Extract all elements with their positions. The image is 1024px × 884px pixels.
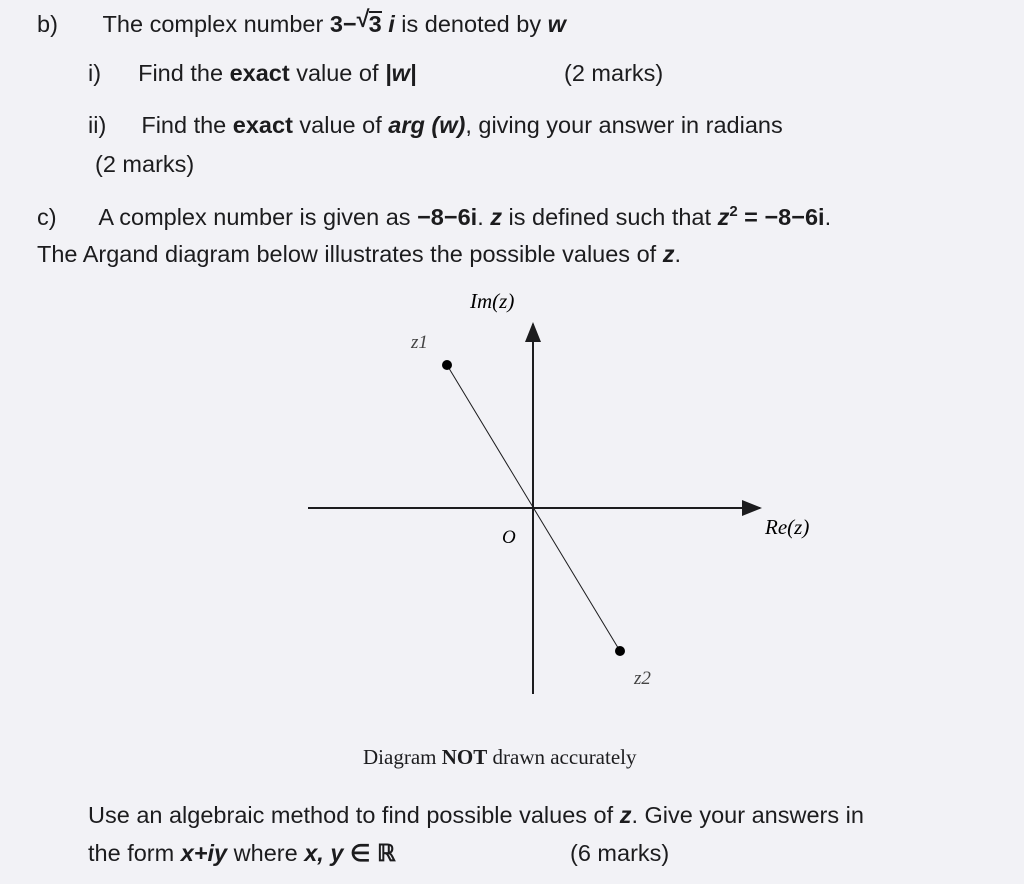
imaginary-unit: i <box>381 11 395 37</box>
part-c-text4: . <box>824 204 832 230</box>
part-b-text-after: is denoted by <box>394 11 548 37</box>
q-b-i-marks: (2 marks) <box>564 60 664 86</box>
q-b-ii-marks: (2 marks) <box>95 151 195 177</box>
caption-bold: NOT <box>441 745 488 769</box>
q-b-ii-text: Find the <box>141 112 233 138</box>
q-b-ii-text2: value of <box>292 112 389 138</box>
q-b-ii-label: ii) <box>88 112 107 138</box>
z-squared-base: z <box>717 204 730 230</box>
expr-three-minus: 3− <box>329 11 357 37</box>
instr2-expr: x+iy <box>180 840 228 866</box>
expr-equals: = −8−6i <box>737 204 825 230</box>
part-c-marks: (6 marks) <box>570 840 670 866</box>
instruction-line1 <box>88 804 864 828</box>
instruction-line2 <box>88 842 396 866</box>
diagram-caption <box>363 747 637 768</box>
var-w: w <box>547 11 566 37</box>
instr1-pre: Use an algebraic method to find possible values of <box>88 802 620 828</box>
modulus-w: |w| <box>385 60 417 86</box>
part-c-text2: . <box>477 204 491 230</box>
instr2-pre: the form <box>88 840 181 866</box>
q-b-ii-bold: exact <box>232 112 293 138</box>
z1-point <box>442 360 452 370</box>
caption-pre: Diagram <box>363 745 442 769</box>
q-b-i-label: i) <box>88 60 102 86</box>
instr1-post: . Give your answers in <box>631 802 864 828</box>
radical-sign: √ <box>356 6 370 32</box>
arg-w: arg (w) <box>388 112 466 138</box>
q-b-i-text: Find the <box>138 60 230 86</box>
re-axis-label: Re(z) <box>765 515 810 539</box>
caption-post: drawn accurately <box>487 745 637 769</box>
line2-var-z: z <box>662 241 675 267</box>
q-b-i-bold: exact <box>229 60 290 86</box>
radicand: 3 <box>368 11 382 37</box>
q-b-ii-text3: , giving your answer in radians <box>465 112 783 138</box>
part-c-line2-text: The Argand diagram below illustrates the possible values of <box>37 241 663 267</box>
expr-minus8-minus6i: −8−6i <box>417 204 478 230</box>
instr2-vars: x, y <box>304 840 344 866</box>
origin-label: O <box>502 527 516 548</box>
var-z: z <box>490 204 502 230</box>
instr1-var: z <box>619 802 632 828</box>
im-axis-label: Im(z) <box>470 289 515 313</box>
z1-label: z1 <box>411 332 428 353</box>
part-c-label: c) <box>37 204 57 230</box>
part-b-label: b) <box>37 11 58 37</box>
part-c-text1: A complex number is given as <box>98 204 418 230</box>
instr2-set: ∈ ℝ <box>343 840 396 866</box>
z2-point <box>615 646 625 656</box>
z2-label: z2 <box>634 668 651 689</box>
line2-end: . <box>674 241 681 267</box>
part-c-text3: is defined such that <box>502 204 718 230</box>
instr2-mid: where <box>227 840 305 866</box>
z-squared-exp: 2 <box>729 203 738 220</box>
q-b-i-text2: value of <box>289 60 386 86</box>
part-b-text: The complex number <box>102 11 330 37</box>
